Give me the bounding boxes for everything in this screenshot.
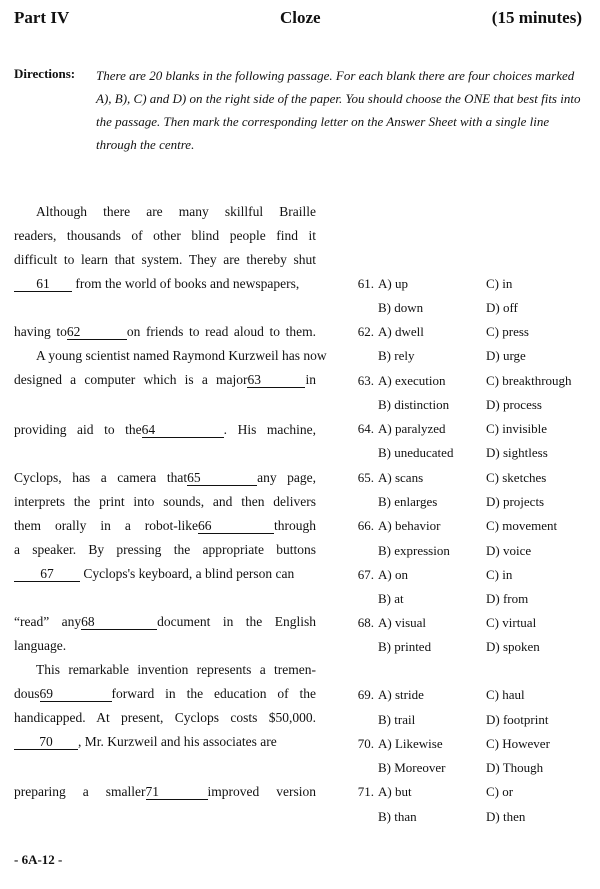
part-heading: Part IV xyxy=(14,8,70,27)
directions-label: Directions: xyxy=(14,66,76,81)
option-a[interactable]: A) on xyxy=(378,567,408,582)
section-title: Cloze xyxy=(280,8,321,27)
option-b[interactable]: B) rely xyxy=(378,348,415,363)
option-c[interactable]: C) press xyxy=(486,324,529,339)
passage-line: providing aid to the64 . His machine, xyxy=(14,422,316,437)
option-d[interactable]: D) spoken xyxy=(486,639,540,654)
passage-line: dous69 forward in the education of the xyxy=(14,686,316,701)
blank-61[interactable]: 61 xyxy=(14,276,72,292)
passage-line: A young scientist named Raymond Kurzweil has now xyxy=(36,348,327,363)
option-d[interactable]: D) sightless xyxy=(486,445,548,460)
question-number: 62. xyxy=(357,324,374,339)
directions-text: There are 20 blanks in the following passage. For each blank there are four choices marked A), B), C) and D) on the right side of the paper. You should choose the ONE that best fits into the passage. Then mark the corresponding letter on the Answer Sheet with a single line through the centre. xyxy=(96,68,581,152)
blank-70[interactable]: 70 xyxy=(14,734,78,750)
question-number: 63. xyxy=(357,373,374,388)
blank-68[interactable]: 68 xyxy=(81,614,157,630)
question-number: 65. xyxy=(357,470,374,485)
blank-63[interactable]: 63 xyxy=(247,372,305,388)
question-number: 64. xyxy=(357,421,374,436)
option-d[interactable]: D) urge xyxy=(486,348,526,363)
option-b[interactable]: B) printed xyxy=(378,639,432,654)
option-c[interactable]: C) invisible xyxy=(486,421,548,436)
passage-line: designed a computer which is a major63 in xyxy=(14,372,316,387)
passage-line: handicapped. At present, Cyclops costs $50,000. xyxy=(14,710,316,725)
passage-line: “read” any68 document in the English xyxy=(14,614,316,629)
passage-line: having to62 on friends to read aloud to them. xyxy=(14,324,316,339)
option-c[interactable]: C) in xyxy=(486,276,513,291)
option-a[interactable]: A) up xyxy=(378,276,408,291)
question-number: 66. xyxy=(357,518,374,533)
option-b[interactable]: B) distinction xyxy=(378,397,450,412)
option-c[interactable]: C) in xyxy=(486,567,513,582)
blank-71[interactable]: 71 xyxy=(146,784,208,800)
blank-64[interactable]: 64 xyxy=(142,422,224,438)
option-b[interactable]: B) expression xyxy=(378,543,450,558)
passage-line: Cyclops, has a camera that65 any page, xyxy=(14,470,316,485)
passage-line: readers, thousands of other blind people find it xyxy=(14,228,316,243)
option-d[interactable]: D) projects xyxy=(486,494,545,509)
blank-67[interactable]: 67 xyxy=(14,566,80,582)
page-number: - 6A-12 - xyxy=(14,852,63,867)
option-c[interactable]: C) movement xyxy=(486,518,558,533)
passage-line: This remarkable invention represents a tremen- xyxy=(36,662,316,677)
blank-62[interactable]: 62 xyxy=(67,324,127,340)
option-a[interactable]: A) execution xyxy=(378,373,446,388)
question-number: 61. xyxy=(357,276,374,291)
option-b[interactable]: B) trail xyxy=(378,712,416,727)
option-a[interactable]: A) visual xyxy=(378,615,427,630)
question-number: 69. xyxy=(357,687,374,702)
option-d[interactable]: D) from xyxy=(486,591,529,606)
option-d[interactable]: D) voice xyxy=(486,543,532,558)
option-b[interactable]: B) than xyxy=(378,809,417,824)
option-b[interactable]: B) enlarges xyxy=(378,494,438,509)
passage-line: a speaker. By pressing the appropriate buttons xyxy=(14,542,316,557)
option-a[interactable]: A) paralyzed xyxy=(378,421,446,436)
blank-69[interactable]: 69 xyxy=(40,686,112,702)
option-c[interactable]: C) or xyxy=(486,784,514,799)
option-b[interactable]: B) Moreover xyxy=(378,760,446,775)
option-c[interactable]: C) However xyxy=(486,736,550,751)
passage-line: 61 from the world of books and newspapers, xyxy=(14,276,316,292)
question-number: 70. xyxy=(357,736,374,751)
passage-line: them orally in a robot-like66 through xyxy=(14,518,316,533)
passage-line: preparing a smaller71 improved version xyxy=(14,784,317,799)
option-d[interactable]: D) then xyxy=(486,809,526,824)
option-b[interactable]: B) at xyxy=(378,591,404,606)
option-c[interactable]: C) haul xyxy=(486,687,525,702)
passage-line: difficult to learn that system. They are thereby shut xyxy=(14,252,316,267)
option-d[interactable]: D) Though xyxy=(486,760,544,775)
option-d[interactable]: D) process xyxy=(486,397,542,412)
option-d[interactable]: D) off xyxy=(486,300,518,315)
option-b[interactable]: B) uneducated xyxy=(378,445,454,460)
passage-line: 70 , Mr. Kurzweil and his associates are xyxy=(14,734,316,750)
option-a[interactable]: A) but xyxy=(378,784,412,799)
passage-line: Although there are many skillful Braille xyxy=(36,204,316,219)
option-c[interactable]: C) sketches xyxy=(486,470,547,485)
option-a[interactable]: A) scans xyxy=(378,470,424,485)
option-a[interactable]: A) behavior xyxy=(378,518,441,533)
option-c[interactable]: C) breakthrough xyxy=(486,373,572,388)
question-number: 71. xyxy=(357,784,374,799)
passage-line: 67 Cyclops's keyboard, a blind person can xyxy=(14,566,316,582)
passage-line: language. xyxy=(14,638,67,653)
question-number: 67. xyxy=(357,567,374,582)
option-a[interactable]: A) stride xyxy=(378,687,424,702)
blank-65[interactable]: 65 xyxy=(187,470,257,486)
passage-line: interprets the print into sounds, and then delivers xyxy=(14,494,316,509)
option-d[interactable]: D) footprint xyxy=(486,712,549,727)
option-c[interactable]: C) virtual xyxy=(486,615,537,630)
blank-66[interactable]: 66 xyxy=(198,518,274,534)
option-a[interactable]: A) dwell xyxy=(378,324,424,339)
question-number: 68. xyxy=(357,615,374,630)
option-b[interactable]: B) down xyxy=(378,300,424,315)
option-a[interactable]: A) Likewise xyxy=(378,736,443,751)
time-limit: (15 minutes) xyxy=(491,8,582,27)
